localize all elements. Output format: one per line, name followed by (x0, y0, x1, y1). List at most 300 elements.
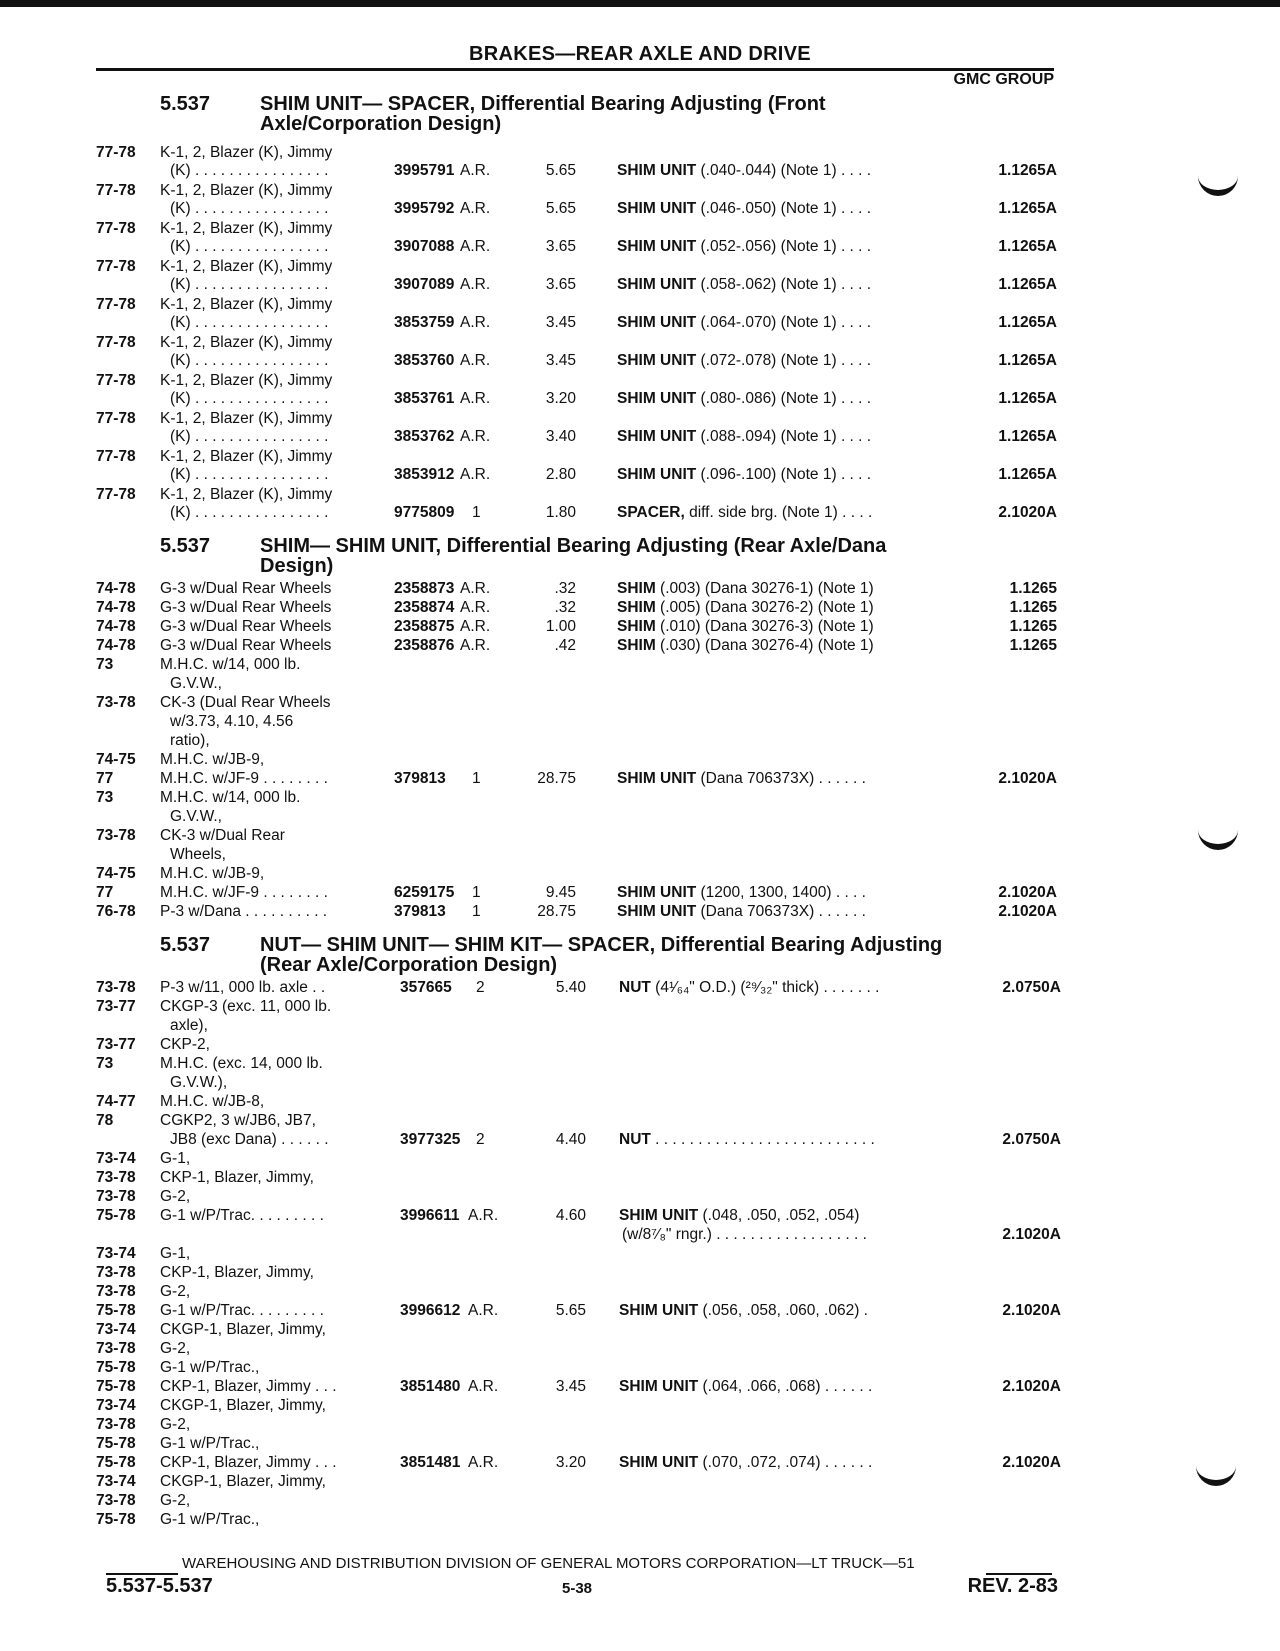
application: K-1, 2, Blazer (K), Jimmy (160, 144, 333, 161)
model-years: 77-78 (96, 486, 136, 503)
application: P-3 w/Dana . . . . . . . . . . (160, 903, 328, 920)
item-name: SHIM (617, 580, 656, 597)
quantity: A.R. (468, 1207, 499, 1224)
model-years: 74-77 (96, 1093, 136, 1110)
price: 28.75 (537, 903, 576, 920)
item-name: SHIM UNIT (617, 428, 697, 445)
quantity: A.R. (460, 637, 491, 654)
model-years: 77-78 (96, 410, 136, 427)
application: (K) . . . . . . . . . . . . . . . . (170, 276, 329, 293)
price-code: 1.1265A (998, 162, 1057, 179)
application: CKGP-1, Blazer, Jimmy, (160, 1321, 326, 1338)
item-name: SPACER, (617, 504, 685, 521)
model-years: 75-78 (96, 1511, 136, 1528)
price: 28.75 (537, 770, 576, 787)
parts-row (96, 1054, 1056, 1074)
parts-row (96, 1168, 1056, 1188)
description (617, 769, 866, 789)
quantity: A.R. (460, 352, 491, 369)
parts-row (96, 465, 1056, 485)
part-number: 3977325 (400, 1131, 461, 1148)
parts-row (96, 1472, 1056, 1492)
application: M.H.C. w/14, 000 lb. (160, 656, 301, 673)
application: M.H.C. (exc. 14, 000 lb. (160, 1055, 323, 1072)
application: w/3.73, 4.10, 4.56 (170, 713, 294, 730)
model-years: 73-78 (96, 1188, 136, 1205)
item-name: SHIM UNIT (617, 276, 697, 293)
application: M.H.C. w/14, 000 lb. (160, 789, 301, 806)
description (617, 617, 874, 637)
application: G-1, (160, 1245, 191, 1262)
price-code: 1.1265 (1009, 580, 1057, 597)
parts-row (96, 1415, 1056, 1435)
model-years: 73-78 (96, 1283, 136, 1300)
section-title (260, 536, 1080, 576)
parts-row (96, 313, 1056, 333)
model-years: 73-74 (96, 1245, 136, 1262)
application: CKP-1, Blazer, Jimmy, (160, 1169, 314, 1186)
item-spec: (.096-.100) (Note 1) . . . . (696, 466, 872, 483)
part-number: 3995792 (394, 200, 455, 217)
price: .32 (554, 599, 576, 616)
parts-row (96, 427, 1056, 447)
quantity: A.R. (460, 618, 491, 635)
application: ratio), (170, 732, 210, 749)
item-name: SHIM UNIT (617, 770, 697, 787)
model-years: 75-78 (96, 1378, 136, 1395)
quantity: A.R. (460, 314, 491, 331)
parts-row (96, 295, 1056, 315)
part-number: 3996612 (400, 1302, 461, 1319)
description (617, 579, 874, 599)
section-title-line: Design) (260, 555, 334, 577)
part-number: 2358875 (394, 618, 455, 635)
description (617, 427, 871, 447)
section-title (260, 94, 1080, 134)
application: (K) . . . . . . . . . . . . . . . . (170, 390, 329, 407)
parts-row (96, 371, 1056, 391)
application: CGKP2, 3 w/JB6, JB7, (160, 1112, 316, 1129)
model-years: 73-78 (96, 979, 136, 996)
application: P-3 w/11, 000 lb. axle . . (160, 979, 326, 996)
parts-row (96, 1187, 1056, 1207)
parts-row (96, 769, 1056, 789)
parts-row (96, 598, 1056, 618)
price-code: 2.1020A (1002, 1302, 1061, 1319)
quantity: A.R. (468, 1378, 499, 1395)
item-name: SHIM UNIT (617, 200, 697, 217)
quantity: A.R. (460, 390, 491, 407)
model-years: 75-78 (96, 1454, 136, 1471)
price-code: 2.1020A (998, 770, 1057, 787)
parts-row (96, 1453, 1061, 1473)
price: 1.00 (545, 618, 576, 635)
description (617, 902, 866, 922)
application: K-1, 2, Blazer (K), Jimmy (160, 410, 333, 427)
parts-row (96, 997, 1056, 1017)
description (622, 1225, 867, 1245)
price: 5.65 (545, 200, 576, 217)
quantity: A.R. (460, 200, 491, 217)
price: 4.60 (555, 1207, 586, 1224)
item-spec: (.056, .058, .060, .062) . (698, 1302, 868, 1319)
price: 3.45 (545, 314, 576, 331)
application: G-3 w/Dual Rear Wheels (160, 580, 332, 597)
item-name: SHIM (617, 599, 656, 616)
parts-row (96, 1434, 1056, 1454)
application: (K) . . . . . . . . . . . . . . . . (170, 428, 329, 445)
model-years: 74-78 (96, 618, 136, 635)
application: (K) . . . . . . . . . . . . . . . . (170, 352, 329, 369)
parts-row (96, 1225, 1061, 1245)
parts-row (96, 902, 1056, 922)
price-code: 1.1265A (998, 390, 1057, 407)
model-years: 73-74 (96, 1473, 136, 1490)
parts-row (96, 503, 1056, 523)
binding-hole-mark (1198, 822, 1238, 850)
parts-row (96, 409, 1056, 429)
item-name: SHIM UNIT (619, 1454, 699, 1471)
description (619, 978, 879, 998)
model-years: 77 (96, 884, 114, 901)
page-title: BRAKES—REAR AXLE AND DRIVE (469, 43, 811, 65)
footer-section-range: 5.537-5.537 (106, 1575, 213, 1597)
part-number: 379813 (394, 770, 446, 787)
item-name: SHIM UNIT (617, 238, 697, 255)
application: G.V.W., (170, 675, 222, 692)
model-years: 73 (96, 789, 114, 806)
parts-row (96, 1320, 1056, 1340)
parts-row (96, 1510, 1056, 1530)
price: 3.20 (555, 1454, 586, 1471)
application: axle), (170, 1017, 208, 1034)
price-code: 2.1020A (1002, 1454, 1061, 1471)
description (617, 465, 871, 485)
application: K-1, 2, Blazer (K), Jimmy (160, 182, 333, 199)
parts-row (96, 275, 1056, 295)
parts-row (96, 978, 1061, 998)
parts-row (96, 826, 1056, 846)
price: 2.80 (545, 466, 576, 483)
parts-row (96, 1396, 1056, 1416)
description (619, 1206, 859, 1226)
quantity: 1 (472, 903, 481, 920)
application: M.H.C. w/JB-9, (160, 751, 265, 768)
section-number: 5.537 (160, 93, 211, 115)
description (617, 883, 866, 903)
application: G-3 w/Dual Rear Wheels (160, 618, 332, 635)
description (617, 313, 871, 333)
application: G-1 w/P/Trac. . . . . . . . . (160, 1207, 324, 1224)
footer-revision: REV. 2-83 (967, 1575, 1058, 1597)
parts-row (96, 143, 1056, 163)
parts-row (96, 1073, 1056, 1093)
part-number: 3996611 (400, 1207, 460, 1224)
model-years: 73 (96, 1055, 114, 1072)
parts-row (96, 351, 1056, 371)
item-spec: . . . . . . . . . . . . . . . . . . . . . . . . . . (650, 1131, 875, 1148)
application: K-1, 2, Blazer (K), Jimmy (160, 372, 333, 389)
model-years: 77-78 (96, 448, 136, 465)
model-years: 77-78 (96, 334, 136, 351)
application: CK-3 w/Dual Rear (160, 827, 285, 844)
item-name: SHIM (617, 618, 656, 635)
price: 1.80 (545, 504, 576, 521)
parts-row (96, 1358, 1056, 1378)
parts-row (96, 636, 1056, 656)
part-number: 3851481 (400, 1454, 461, 1471)
model-years: 73-78 (96, 694, 136, 711)
item-spec: diff. side brg. (Note 1) . . . . (684, 504, 873, 521)
price-code: 1.1265 (1009, 599, 1057, 616)
quantity: A.R. (460, 599, 491, 616)
price-code: 1.1265A (998, 466, 1057, 483)
price-code: 1.1265A (998, 428, 1057, 445)
quantity: A.R. (460, 580, 491, 597)
quantity: A.R. (460, 428, 491, 445)
parts-row (96, 674, 1056, 694)
application: G-1 w/P/Trac., (160, 1435, 260, 1452)
model-years: 73-78 (96, 827, 136, 844)
model-years: 75-78 (96, 1207, 136, 1224)
model-years: 73-74 (96, 1321, 136, 1338)
application: K-1, 2, Blazer (K), Jimmy (160, 486, 333, 503)
application: G-2, (160, 1340, 191, 1357)
description (617, 389, 871, 409)
model-years: 73-78 (96, 1264, 136, 1281)
price-code: 1.1265A (998, 352, 1057, 369)
price-code: 2.1020A (1002, 1226, 1061, 1243)
header-rule (96, 68, 1054, 71)
item-name: SHIM UNIT (617, 390, 697, 407)
quantity: A.R. (468, 1454, 499, 1471)
price: 3.65 (545, 276, 576, 293)
parts-row (96, 579, 1056, 599)
application: CKP-2, (160, 1036, 210, 1053)
parts-row (96, 788, 1056, 808)
application: K-1, 2, Blazer (K), Jimmy (160, 334, 333, 351)
price-code: 2.0750A (1002, 979, 1061, 996)
footer-division-line: WAREHOUSING AND DISTRIBUTION DIVISION OF GENERAL MOTORS CORPORATION—LT TRUCK—51 (182, 1555, 915, 1572)
application: G-1 w/P/Trac., (160, 1511, 260, 1528)
model-years: 74-78 (96, 599, 136, 616)
part-number: 2358873 (394, 580, 455, 597)
item-spec: (.072-.078) (Note 1) . . . . (696, 352, 872, 369)
price: 3.20 (545, 390, 576, 407)
model-years: 73 (96, 656, 114, 673)
part-number: 379813 (394, 903, 446, 920)
model-years: 75-78 (96, 1435, 136, 1452)
price-code: 1.1265A (998, 200, 1057, 217)
parts-row (96, 1092, 1056, 1112)
item-spec: (.064, .066, .068) . . . . . . (698, 1378, 873, 1395)
application: M.H.C. w/JF-9 . . . . . . . . (160, 770, 328, 787)
description (617, 636, 874, 656)
parts-row (96, 750, 1056, 770)
description (617, 351, 871, 371)
price: 5.65 (545, 162, 576, 179)
section-title-line: NUT— SHIM UNIT— SHIM KIT— SPACER, Differential Bearing Adjusting (260, 934, 943, 956)
parts-row (96, 655, 1056, 675)
application: Wheels, (170, 846, 226, 863)
item-name: SHIM UNIT (617, 884, 697, 901)
model-years: 77-78 (96, 258, 136, 275)
item-spec: (.070, .072, .074) . . . . . . (698, 1454, 873, 1471)
item-name: SHIM UNIT (617, 352, 697, 369)
part-number: 3853760 (394, 352, 455, 369)
application: CKGP-3 (exc. 11, 000 lb. (160, 998, 332, 1015)
parts-row (96, 807, 1056, 827)
model-years: 73-77 (96, 998, 136, 1015)
application: G-3 w/Dual Rear Wheels (160, 599, 332, 616)
parts-row (96, 199, 1056, 219)
model-years: 74-75 (96, 751, 136, 768)
application: G-2, (160, 1416, 191, 1433)
model-years: 77-78 (96, 144, 136, 161)
parts-row (96, 1491, 1056, 1511)
application: K-1, 2, Blazer (K), Jimmy (160, 258, 333, 275)
description (617, 161, 871, 181)
part-number: 2358874 (394, 599, 455, 616)
application: CKP-1, Blazer, Jimmy . . . (160, 1378, 337, 1395)
application: G.V.W.), (170, 1074, 228, 1091)
part-number: 3853759 (394, 314, 455, 331)
item-spec: (1200, 1300, 1400) . . . . (696, 884, 866, 901)
parts-row (96, 389, 1056, 409)
application: CKP-1, Blazer, Jimmy, (160, 1264, 314, 1281)
price-code: 2.1020A (998, 903, 1057, 920)
item-name: SHIM UNIT (617, 314, 697, 331)
application: G-3 w/Dual Rear Wheels (160, 637, 332, 654)
item-spec: (.040-.044) (Note 1) . . . . (696, 162, 872, 179)
item-spec: (.010) (Dana 30276-3) (Note 1) (655, 618, 874, 635)
item-spec: (.058-.062) (Note 1) . . . . (696, 276, 872, 293)
parts-row (96, 1377, 1061, 1397)
quantity: A.R. (460, 238, 491, 255)
parts-row (96, 1130, 1061, 1150)
binding-hole-mark (1198, 168, 1238, 196)
application: (K) . . . . . . . . . . . . . . . . (170, 162, 329, 179)
part-number: 357665 (400, 979, 452, 996)
quantity: 1 (472, 884, 481, 901)
item-spec: (Dana 706373X) . . . . . . (696, 903, 866, 920)
quantity: 2 (476, 1131, 485, 1148)
description (617, 598, 874, 618)
section-title-line: (Rear Axle/Corporation Design) (260, 954, 558, 976)
application: (K) . . . . . . . . . . . . . . . . (170, 238, 329, 255)
item-spec: (.080-.086) (Note 1) . . . . (696, 390, 872, 407)
model-years: 77-78 (96, 182, 136, 199)
price-code: 2.1020A (998, 504, 1057, 521)
item-spec: (4¹⁄₆₄" O.D.) (²⁹⁄₃₂" thick) . . . . . . . (650, 979, 880, 996)
application: CKP-1, Blazer, Jimmy . . . (160, 1454, 337, 1471)
price-code: 2.0750A (1002, 1131, 1061, 1148)
parts-row (96, 693, 1056, 713)
model-years: 77-78 (96, 372, 136, 389)
part-number: 9775809 (394, 504, 455, 521)
quantity: A.R. (460, 162, 491, 179)
parts-row (96, 1206, 1056, 1226)
price: 5.65 (555, 1302, 586, 1319)
price: 3.65 (545, 238, 576, 255)
item-spec: (Dana 706373X) . . . . . . (696, 770, 866, 787)
parts-row (96, 617, 1056, 637)
item-spec: (.005) (Dana 30276-2) (Note 1) (655, 599, 874, 616)
model-years: 73-74 (96, 1150, 136, 1167)
parts-row (96, 1035, 1056, 1055)
model-years: 78 (96, 1112, 114, 1129)
item-spec: (.048, .050, .052, .054) (698, 1207, 860, 1224)
item-spec: (.046-.050) (Note 1) . . . . (696, 200, 872, 217)
part-number: 3907088 (394, 238, 455, 255)
application: M.H.C. w/JB-8, (160, 1093, 265, 1110)
application: JB8 (exc Dana) . . . . . . (170, 1131, 329, 1148)
quantity: A.R. (460, 276, 491, 293)
model-years: 73-78 (96, 1492, 136, 1509)
model-years: 73-77 (96, 1036, 136, 1053)
price: .32 (554, 580, 576, 597)
item-name: SHIM UNIT (619, 1207, 699, 1224)
item-name: SHIM UNIT (617, 162, 697, 179)
application: (K) . . . . . . . . . . . . . . . . (170, 314, 329, 331)
part-number: 3853762 (394, 428, 455, 445)
item-name: NUT (619, 1131, 651, 1148)
parts-row (96, 1244, 1056, 1264)
quantity: 1 (472, 504, 481, 521)
model-years: 77-78 (96, 220, 136, 237)
application: CKGP-1, Blazer, Jimmy, (160, 1397, 326, 1414)
section-title (260, 935, 1080, 975)
item-spec: (.064-.070) (Note 1) . . . . (696, 314, 872, 331)
price: .42 (554, 637, 576, 654)
parts-row (96, 181, 1056, 201)
application: G-2, (160, 1492, 191, 1509)
application: G-2, (160, 1188, 191, 1205)
model-years: 73-74 (96, 1397, 136, 1414)
parts-row (96, 1339, 1056, 1359)
parts-row (96, 447, 1056, 467)
application: (K) . . . . . . . . . . . . . . . . (170, 466, 329, 483)
quantity: A.R. (460, 466, 491, 483)
application: G-1 w/P/Trac. . . . . . . . . (160, 1302, 324, 1319)
quantity: 2 (476, 979, 485, 996)
application: (K) . . . . . . . . . . . . . . . . (170, 200, 329, 217)
price: 3.45 (545, 352, 576, 369)
description (617, 199, 871, 219)
part-number: 3851480 (400, 1378, 461, 1395)
group-label: GMC GROUP (953, 71, 1054, 88)
section-title-line: SHIM— SHIM UNIT, Differential Bearing Adjusting (Rear Axle/Dana (260, 535, 887, 557)
item-name: SHIM UNIT (617, 466, 697, 483)
description (617, 237, 871, 257)
part-number: 3853912 (394, 466, 455, 483)
price: 3.45 (555, 1378, 586, 1395)
description (619, 1301, 868, 1321)
part-number: 3853761 (394, 390, 455, 407)
model-years: 77 (96, 770, 114, 787)
part-number: 3907089 (394, 276, 455, 293)
application: K-1, 2, Blazer (K), Jimmy (160, 448, 333, 465)
price: 3.40 (545, 428, 576, 445)
parts-row (96, 1111, 1056, 1131)
application: (K) . . . . . . . . . . . . . . . . (170, 504, 329, 521)
model-years: 77-78 (96, 296, 136, 313)
application: CKGP-1, Blazer, Jimmy, (160, 1473, 326, 1490)
price-code: 2.1020A (998, 884, 1057, 901)
item-spec: (.030) (Dana 30276-4) (Note 1) (655, 637, 874, 654)
item-spec: (w/8⁷⁄₈" rngr.) . . . . . . . . . . . . . . . . . . (622, 1226, 867, 1243)
parts-row (96, 712, 1056, 732)
